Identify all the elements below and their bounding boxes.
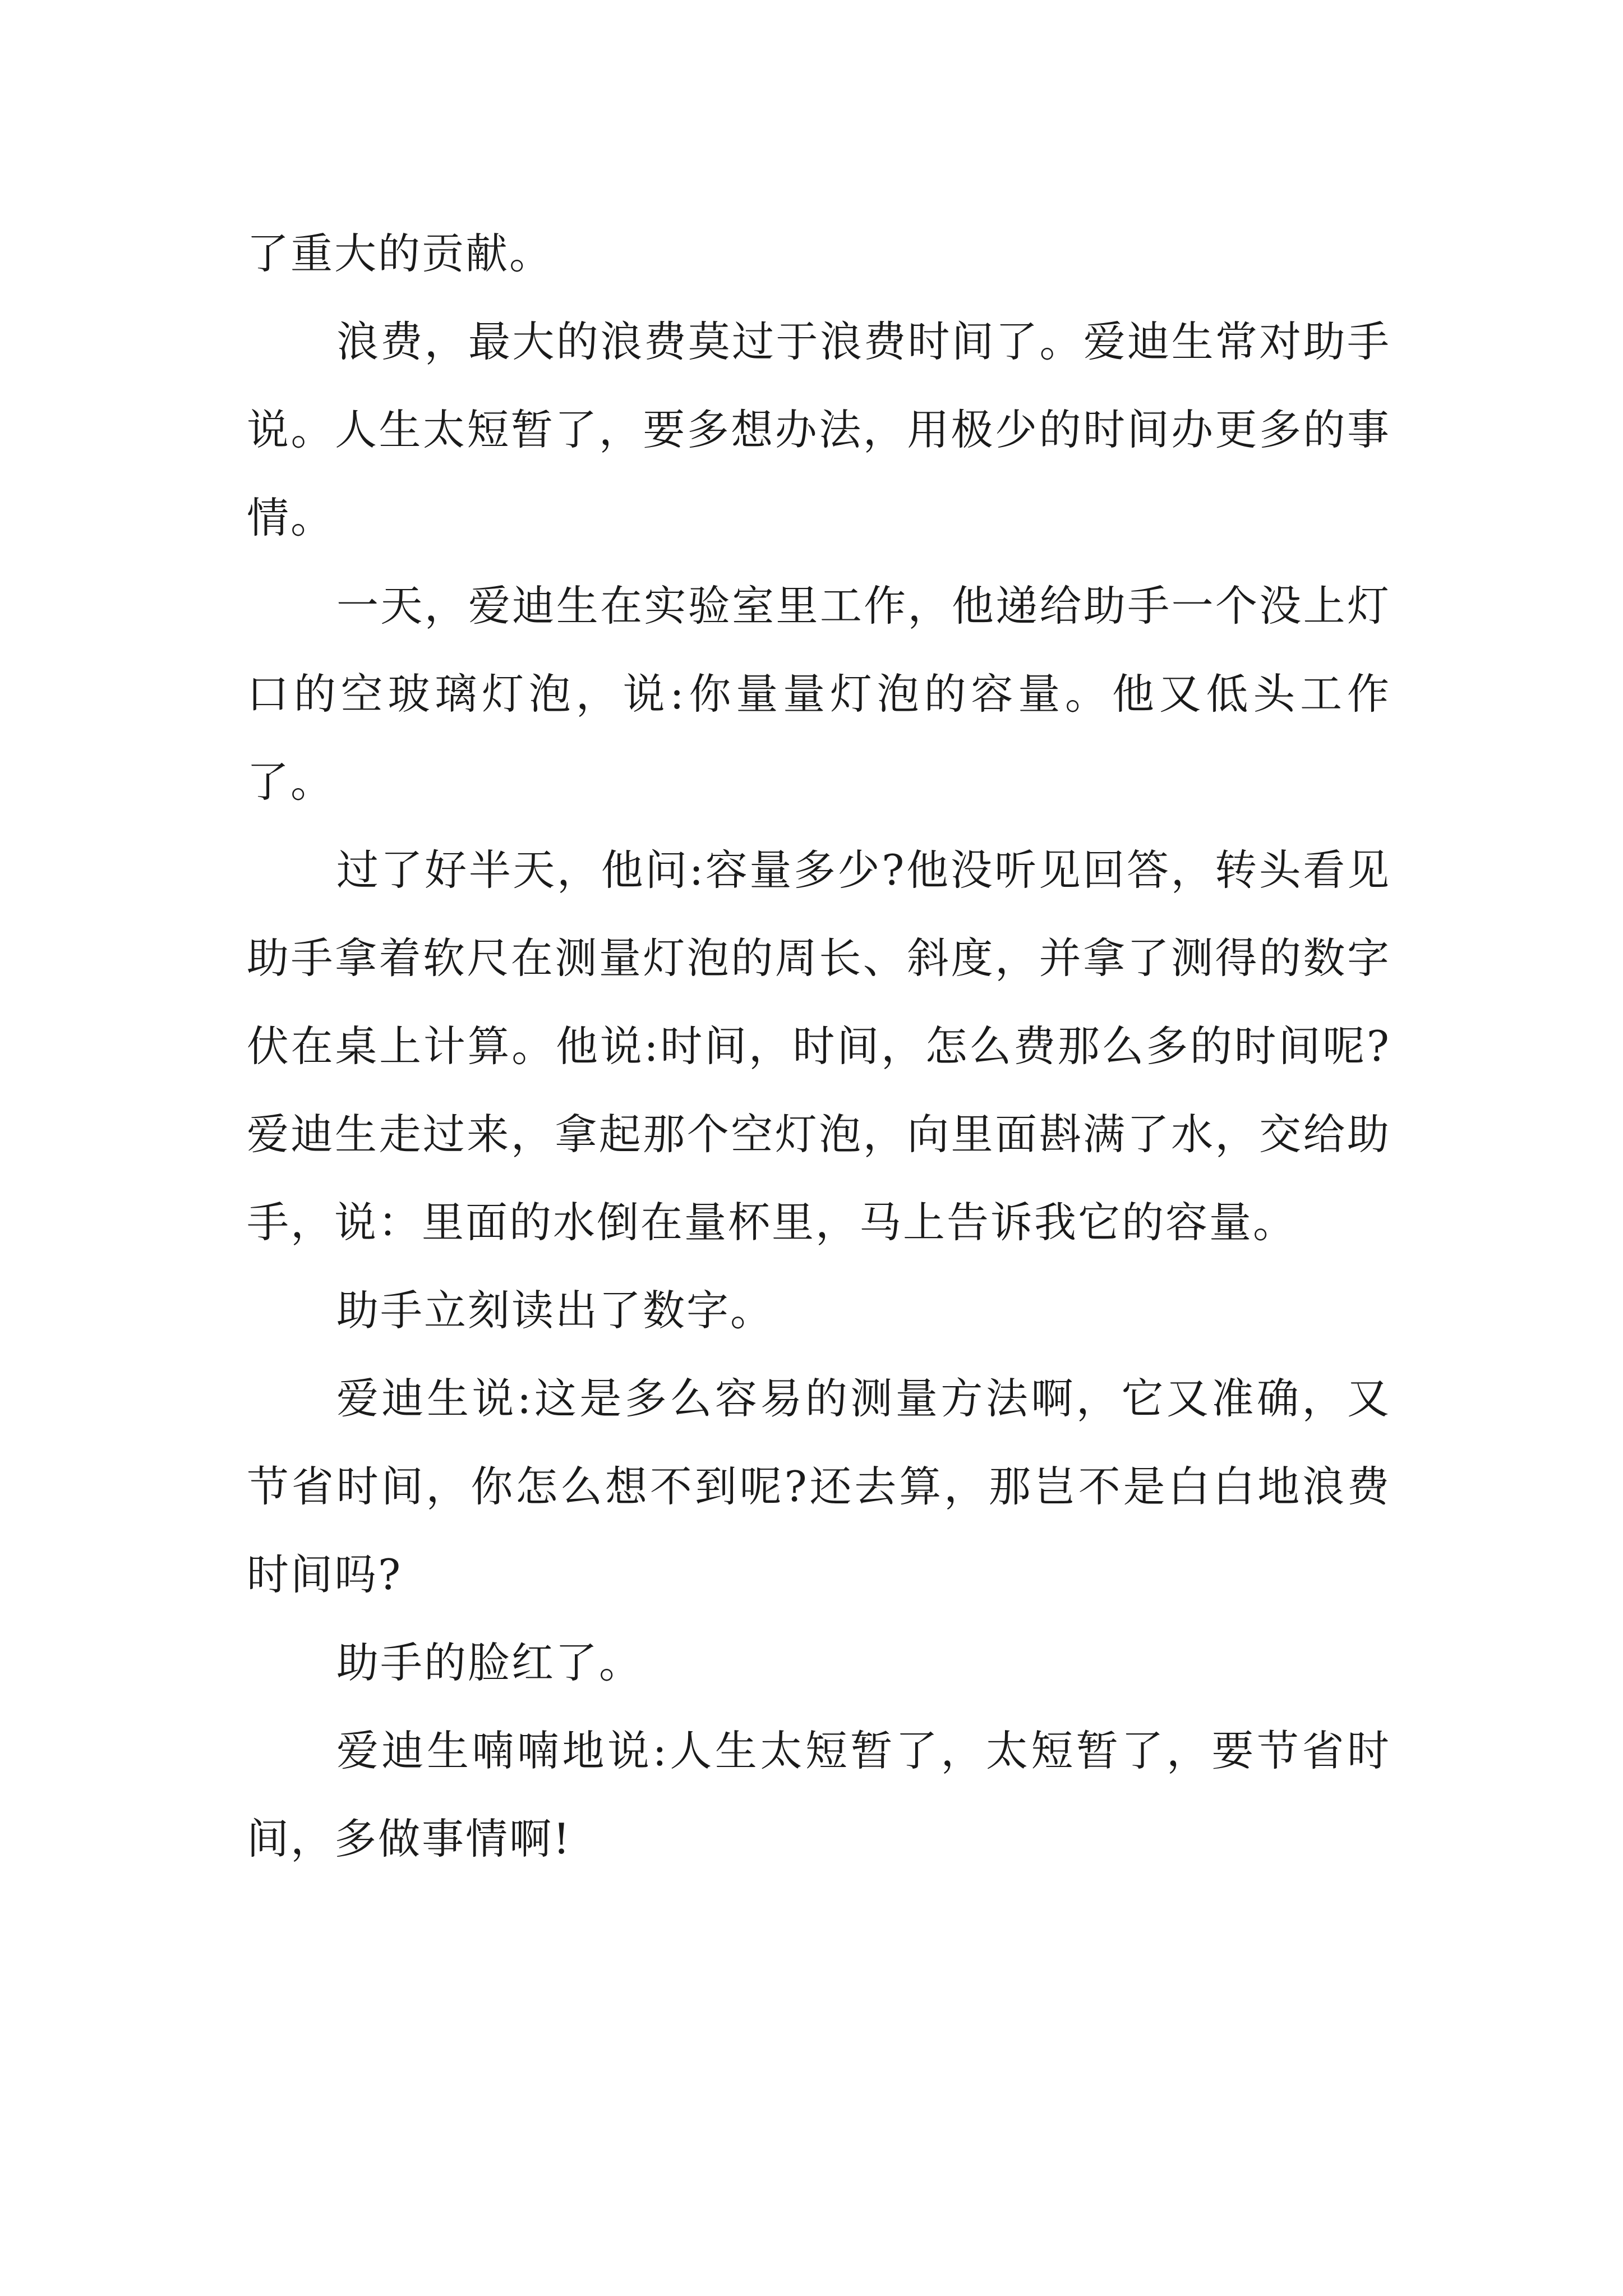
paragraph-4: 过了好半天，他问:容量多少?他没听见回答，转头看见助手拿着软尺在测量灯泡的周长、斜度，并拿了测得的数字伏在桌上计算。他说:时间，时间，怎么费那么多的时间呢?爱迪生走过来，拿起那个空灯泡，向里面斟满了水，交给助手，说：里面的水倒在量杯里，马上告诉我它的容量。 — [247, 845, 1391, 1247]
paragraph-6: 爱迪生说:这是多么容易的测量方法啊，它又准确，又节省时间，你怎么想不到呢?还去算，那岂不是白白地浪费时间吗? — [247, 1374, 1391, 1599]
paragraph-5: 助手立刻读出了数字。 — [336, 1286, 774, 1335]
paragraph-1: 了重大的贡献。 — [247, 229, 554, 278]
paragraph-8: 爱迪生喃喃地说:人生太短暂了，太短暂了，要节省时间，多做事情啊! — [247, 1726, 1391, 1864]
paragraph-2: 浪费，最大的浪费莫过于浪费时间了。爱迪生常对助手说。人生太短暂了，要多想办法，用极少的时间办更多的事情。 — [247, 317, 1391, 542]
body-text — [247, 210, 1391, 1883]
paragraph-7: 助手的脸红了。 — [336, 1638, 643, 1687]
paragraph-3: 一天，爱迪生在实验室里工作，他递给助手一个没上灯口的空玻璃灯泡，说:你量量灯泡的容量。他又低头工作了。 — [247, 581, 1391, 807]
